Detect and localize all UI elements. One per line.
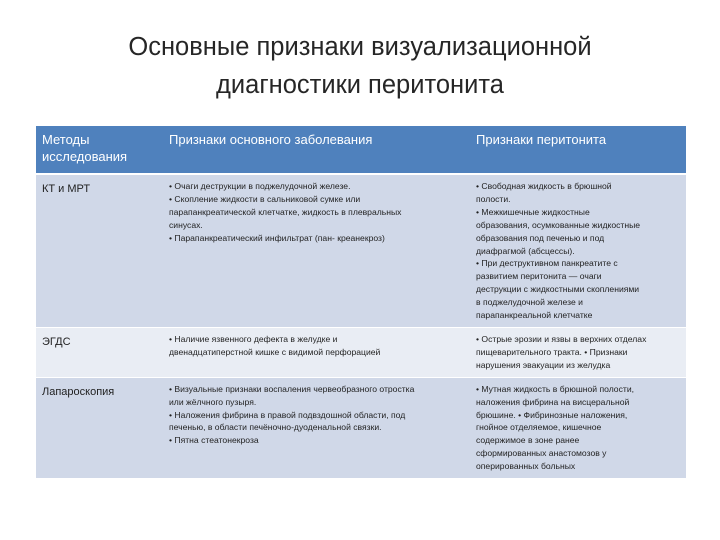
text-line: • Наложения фибрина в правой подвздошной области, под [169,409,406,420]
text-line: • Парапанкреатический инфильтрат (пан- креанекроз) [169,232,385,243]
slide-title-line-1: Основные признаки визуализационной [128,33,592,61]
peritonitis-signs-cell [470,174,686,327]
method-cell: ЭГДС [36,327,163,377]
signs-table [36,126,686,479]
text-line: • Визуальные признаки воспаления червеобразного отростка [169,383,415,394]
text-line: развитием перитонита — очаги [476,271,602,282]
table-row-egds [36,327,686,377]
text-line: сформированных анастомозов у [476,448,607,459]
text-line: наложения фибрина на висцеральной [476,396,630,407]
header-methods: Методы исследования [36,126,163,174]
text-line: • Очаги деструкции в поджелудочной железе. [169,181,351,191]
text-line: или жёлчного пузыря. [169,396,257,407]
text-line: • Свободная жидкость в брюшной [476,181,612,191]
text-line: • Пятна стеатонекроза [169,435,259,446]
text-line: в поджелудочной железе и [476,297,583,308]
table-header-row [36,126,686,174]
disease-signs-cell [163,174,470,327]
text-line: нарушения эвакуации из желудка [476,359,611,370]
text-line: содержимое в зоне ранее [476,435,580,446]
text-line: образования, осумкованные жидкостные [476,219,641,230]
text-line: • Наличие язвенного дефекта в желудке и [169,333,338,344]
text-line: брюшине. • Фибринозные наложения, [476,409,628,420]
disease-signs-cell [163,327,470,377]
text-line: синусах. [169,219,203,230]
slide-title-line-2: диагностики перитонита [216,71,504,99]
text-line: диафрагмой (абсцессы). [476,245,575,256]
text-line: двенадцатиперстной кишке с видимой перфорацией [169,346,381,357]
method-cell: Лапароскопия [36,377,163,478]
slide-title [40,28,680,104]
disease-signs-cell [163,377,470,478]
header-disease-signs: Признаки основного заболевания [163,126,470,174]
table-row-laparoscopy [36,377,686,478]
text-line: деструкции с жидкостными скоплениями [476,284,640,295]
text-line: • Острые эрозии и язвы в верхних отделах [476,333,647,344]
text-line: образования под печенью и под [476,232,605,243]
peritonitis-signs-cell [470,327,686,377]
text-line: пищеварительного тракта. • Признаки [476,346,628,357]
text-line: парапанкреатической клетчатке, жидкость в плевральных [169,206,402,217]
method-cell: КТ и МРТ [36,174,163,327]
header-peritonitis-signs: Признаки перитонита [470,126,686,174]
text-line: парапанкреальной клетчатке [476,310,593,321]
text-line: • Скопление жидкости в сальниковой сумке или [169,193,361,204]
text-line: гнойное отделяемое, кишечное [476,422,602,433]
text-line: оперированных больных [476,461,576,472]
text-line: • Межкишечные жидкостные [476,206,590,217]
peritonitis-signs-cell [470,377,686,478]
text-line: • Мутная жидкость в брюшной полости, [476,383,635,394]
text-line: полости. [476,193,511,204]
table-row-ct-mri [36,174,686,327]
text-line: печенью, в области печёночно-дуоденальной связки. [169,422,382,433]
text-line: • При деструктивном панкреатите с [476,258,618,269]
